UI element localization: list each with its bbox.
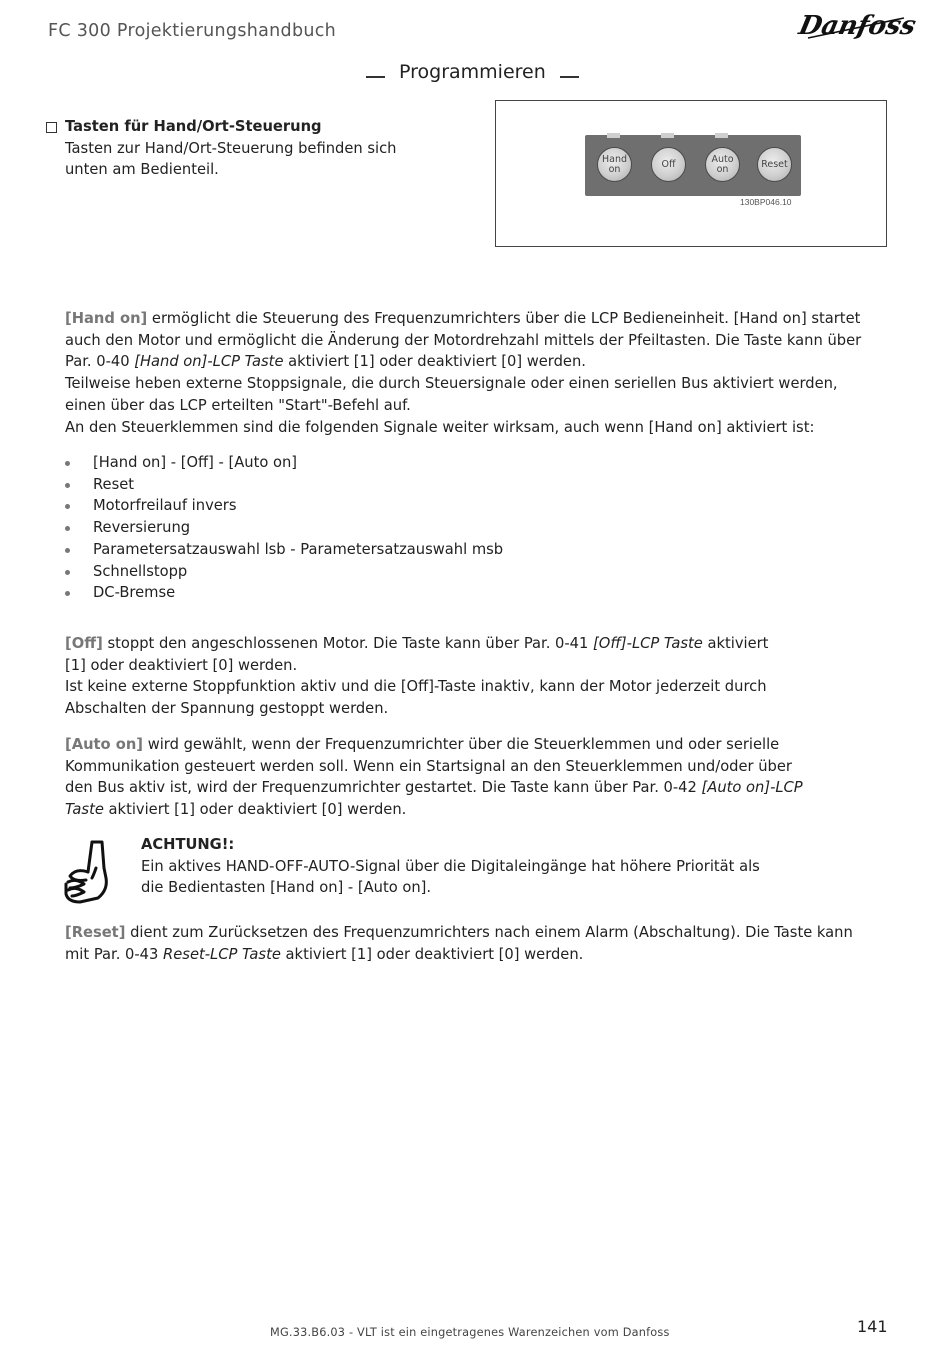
figure-code: 130BP046.10 (740, 197, 792, 207)
signal-list (65, 452, 503, 604)
topic-description: Tasten zur Hand/Ort-Steuerung befinden sich unten am Bedienteil. (65, 139, 397, 179)
lcp-keys-figure (495, 100, 887, 247)
list-item-text: Parametersatzauswahl lsb - Parametersatzauswahl msb (93, 540, 504, 558)
parameter-name: Reset-LCP Taste (163, 945, 281, 963)
list-item-text: Motorfreilauf invers (93, 497, 237, 515)
auto-on-key-label: [Auto on] (65, 736, 144, 753)
warning-note (141, 834, 821, 899)
reset-key: Reset (757, 147, 792, 182)
section-rule-left (366, 76, 385, 78)
auto-on-key: Auto on (705, 147, 740, 182)
page-number: 141 (857, 1317, 888, 1336)
bullet-icon (65, 461, 70, 466)
checkbox-icon (46, 122, 57, 133)
bullet-icon (65, 548, 70, 553)
hand-on-paragraph-3: An den Steuerklemmen sind die folgenden Signale weiter wirksam, auch wenn [Hand on] aktiviert ist: (65, 418, 815, 436)
bullet-icon (65, 526, 70, 531)
svg-text:Danfoss: Danfoss (796, 10, 919, 41)
reset-paragraph (65, 922, 865, 965)
list-item-text: [Hand on] - [Off] - [Auto on] (93, 454, 298, 471)
danfoss-logo (796, 4, 919, 46)
lcp-key-panel (585, 135, 801, 196)
list-item (65, 452, 503, 474)
hand-on-key-label: [Hand on] (65, 310, 148, 327)
topic-heading: Tasten für Hand/Ort-Steuerung (65, 118, 322, 135)
footer-text: MG.33.B6.03 - VLT ist ein eingetragenes Warenzeichen vom Danfoss (270, 1326, 670, 1339)
parameter-name: [Hand on]-LCP Taste (134, 353, 284, 371)
bullet-icon (65, 483, 70, 488)
note-title: ACHTUNG!: (141, 836, 235, 853)
document-title: FC 300 Projektierungshandbuch (48, 21, 337, 41)
auto-on-paragraph (65, 734, 817, 821)
parameter-name: [Off]-LCP Taste (593, 635, 703, 652)
text-span: stoppt den angeschlossenen Motor. Die Taste kann über Par. 0-41 (102, 635, 594, 652)
section-title (366, 61, 579, 83)
list-item-text: Schnellstopp (93, 562, 188, 580)
topic-block (46, 116, 426, 181)
section-rule-right (560, 76, 579, 78)
hand-on-paragraph-2: Teilweise heben externe Stoppsignale, die durch Steuersignale oder einen seriellen Bus aktiviert werden, einen über das LCP erteilten "Start"-Befehl auf. (65, 375, 838, 414)
off-paragraph-2: Ist keine externe Stoppfunktion aktiv und die [Off]-Taste inaktiv, kann der Motor jederzeit durch Abschalten der Spannung gestoppt werden. (65, 678, 767, 718)
list-item (65, 517, 503, 539)
bullet-icon (65, 591, 70, 596)
hand-on-paragraph (65, 308, 865, 438)
text-span: aktiviert [1] oder deaktiviert [0] werden. (65, 635, 769, 674)
warning-hand-icon (62, 838, 112, 904)
bullet-icon (65, 504, 70, 509)
list-item-text: Reversierung (93, 519, 191, 537)
text-span: aktiviert [1] oder deaktiviert [0] werden. (280, 945, 584, 963)
off-key-label: [Off] (65, 635, 103, 652)
list-item (65, 539, 503, 561)
text-span: wird gewählt, wenn der Frequenzumrichter über die Steuerklemmen und oder serielle Kommunikation gesteuert werden soll. Wenn ein Startsignal an den Steuerklemmen und/oder über den Bus aktiv ist, wird der Frequenzumrichter gestartet. Die Taste kann über Par. 0-42 (65, 736, 792, 797)
led-indicator (715, 133, 728, 138)
text-span: dient zum Zurücksetzen des Frequenzumrichters nach einem Alarm (Abschaltung). Die Taste kann mit Par. 0-43 (65, 924, 853, 963)
reset-key-label: [Reset] (65, 924, 126, 941)
list-item (65, 582, 503, 604)
hand-on-key: Hand on (597, 147, 632, 182)
list-item (65, 474, 503, 496)
off-paragraph (65, 633, 770, 720)
bullet-icon (65, 570, 70, 575)
led-indicator (607, 133, 620, 138)
text-span: aktiviert [1] oder deaktiviert [0] werden. (283, 353, 586, 371)
led-indicator (661, 133, 674, 138)
list-item-text: Reset (93, 475, 135, 493)
list-item (65, 495, 503, 517)
list-item (65, 561, 503, 583)
off-key: Off (651, 147, 686, 182)
section-title-text: Programmieren (399, 61, 546, 83)
text-span: aktiviert [1] oder deaktiviert [0] werden. (103, 801, 407, 819)
list-item-text: DC-Bremse (93, 584, 176, 602)
text-span: ermöglicht die Steuerung des Frequenzumrichters über die LCP Bedieneinheit. [Hand on] startet auch den Motor und ermöglicht die Änderung der Motordrehzahl mittels der Pfeiltasten. Die Taste kann über Par. 0-40 (65, 310, 862, 371)
note-text: Ein aktives HAND-OFF-AUTO-Signal über die Digitaleingänge hat höhere Priorität als die Bedientasten [Hand on] - [Auto on]. (141, 857, 760, 897)
parameter-name: [Auto on]-LCP Taste (65, 779, 803, 819)
